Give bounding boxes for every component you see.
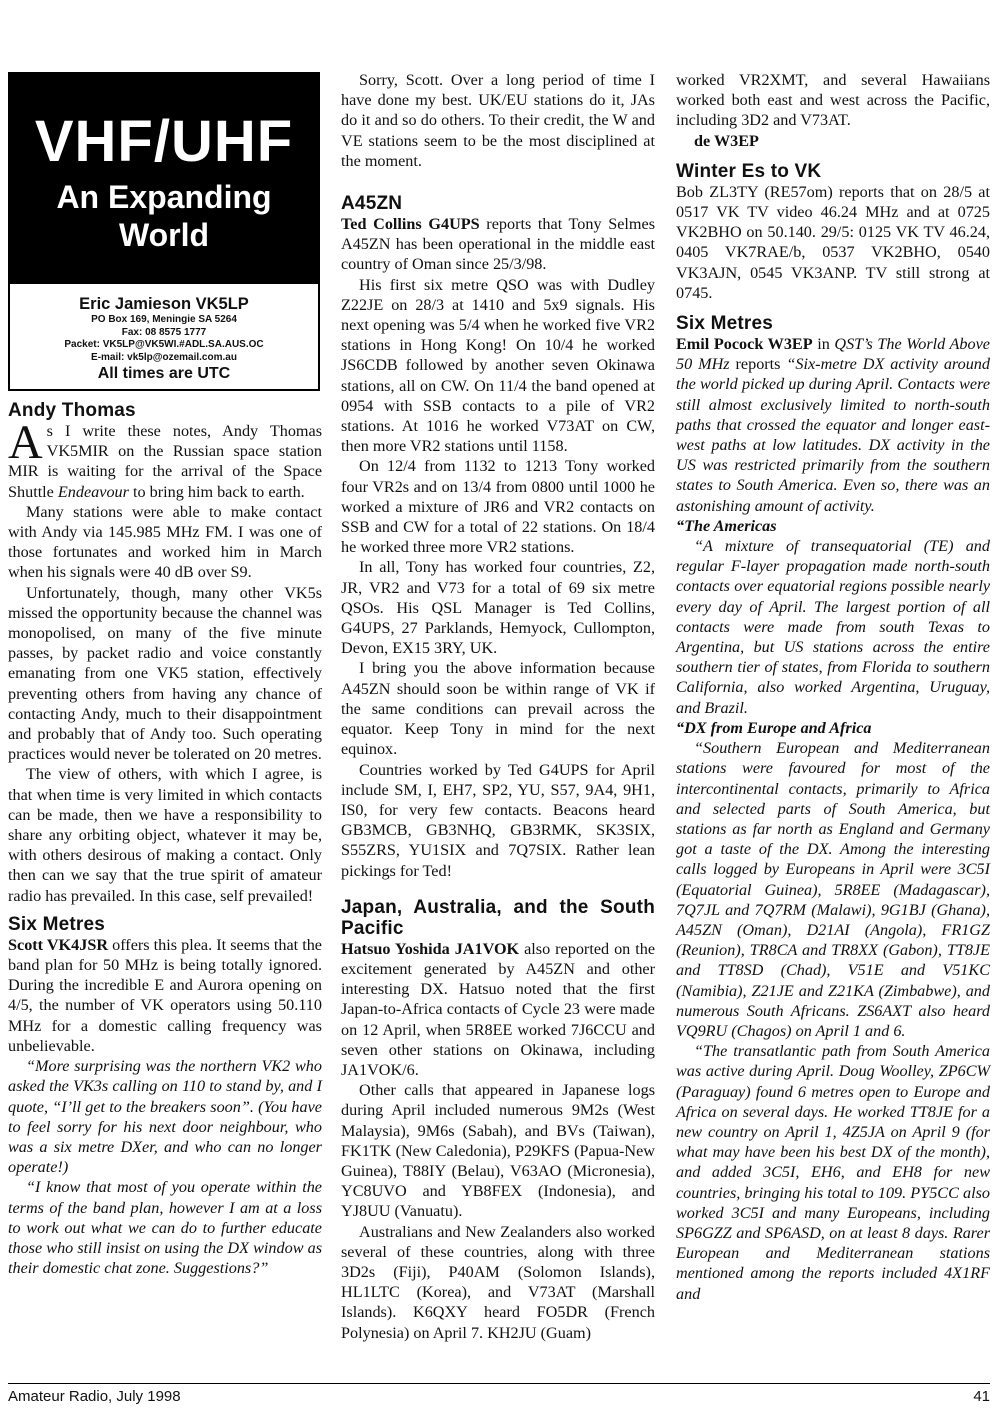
paragraph: worked VR2XMT, and several Hawaiians worked both east and west across the Pacific, including 3D2 and V73AT. — [676, 71, 990, 130]
author-name: Eric Jamieson VK5LP — [79, 295, 249, 313]
title-expanding: An Expanding — [56, 179, 272, 215]
paragraph: Many stations were able to make contact with Andy via 145.985 MHz FM. I was one of those fortunates and worked him in March when his signals were 40 dB over S9. — [8, 502, 322, 582]
heading-six-metres-2: Six Metres — [676, 313, 774, 335]
drop-cap: A — [8, 416, 43, 469]
page-footer — [8, 1383, 990, 1405]
paragraph: “More surprising was the northern VK2 who asked the VK3s calling on 110 to stand by, and I quote, “I’ll get to the breakers soon”. (You have to feel sorry for his next door neighbour, who was a six metre DXer, and who can no longer operate!) — [8, 1057, 322, 1177]
heading-six-metres: Six Metres — [8, 913, 106, 935]
paragraph: Unfortunately, though, many other VK5s missed the opportunity because the channel was monopolised, on many of the five minute passes, by packet radio and voice constantly emanating from one VK5 station, effectively preventing others from having any chance of contacting Andy, much to their disappointment and probably that of Andy too. Such operating practices would never be tolerated on 20 metres. — [8, 583, 322, 764]
paragraph: On 12/4 from 1132 to 1213 Tony worked four VR2s and on 13/4 from 0800 until 1000 he worked a mixture of JR6 and VR2 contacts on SSB and CW for a total of 22 stations. On 18/4 he worked three more VR2 stations. — [341, 457, 655, 557]
paragraph — [8, 416, 322, 502]
subheading-americas: “The Americas — [676, 516, 777, 535]
author-address: PO Box 169, Meningie SA 5264 — [91, 314, 237, 325]
subheading-europe-africa: “DX from Europe and Africa — [676, 718, 872, 737]
paragraph — [341, 939, 655, 1080]
text: also reported on the excitement generated by A45ZN and other interesting DX. Hatsuo noted that the first Japan-to-Africa contacts of Cycle 23 were made on 12 April, when 5R8EE worked 7J6CCU and seven other stations on Okinawa, including JA1VOK/6. — [341, 939, 656, 1079]
paragraph: “A mixture of transequatorial (TE) and regular F-layer propagation made north-south contacts over equatorial regions possible nearly every day of April. The largest portion of all contacts were made from south Texas to Argentina, but US stations across the entire southern tier of states, from Florida to southern California, also worked Argentina, Uruguay, and Brazil. — [676, 537, 990, 717]
title-banner — [10, 74, 318, 284]
paragraph: His first six metre QSO was with Dudley Z22JE on 28/3 at 1410 and 5x9 signals. His next opening was 5/4 when he worked five VR2 stations in Hong Kong! On 10/4 he worked JS6CDB followed by another seven Okinawa stations, all on CW. On 11/4 the band opened at 0954 with SSB contacts to a pile of VR2 stations. At 1016 he worked V73AT on CW, then more VR2 stations until 1158. — [341, 275, 655, 456]
paragraph — [676, 334, 990, 516]
column-3 — [676, 70, 990, 1304]
text-bold: Scott VK4JSR — [8, 935, 109, 954]
text-italic: QST’s The World Above 50 MHz — [676, 335, 990, 374]
page-number: 41 — [973, 1388, 990, 1405]
heading-japan-australia: Japan, Australia, and the South Pacific — [341, 896, 655, 939]
text-bold: Ted Collins G4UPS — [341, 215, 480, 234]
paragraph: Countries worked by Ted G4UPS for April include SM, I, EH7, SP2, YU, S57, 9A4, 9H1, IS0, for very few contacts. Beacons heard GB3MCB, GB3NHQ, GB3RMK, SK3SIX, S55ZRS, YU1SIX and 7Q7SIX. Rather lean pickings for Ted! — [341, 760, 655, 880]
paragraph — [341, 214, 655, 275]
paragraph: Sorry, Scott. Over a long period of time I have done my best. UK/EU stations do it, JAs do it and so do others. To their credit, the W and VE stations seem to be the most disciplined at the moment. — [341, 71, 655, 170]
title-box — [8, 72, 320, 391]
heading-winter-es: Winter Es to VK — [676, 160, 822, 182]
paragraph: Bob ZL3TY (RE57om) reports that on 28/5 at 0517 VK TV video 46.24 MHz and at 0725 VK2BHO on 50.140. 29/5: 0125 VK TV 46.24, 0405 VK7RAE/b, 0537 VK2BHO, 0540 VK3AJN, 0545 VK3ANP. TV still strong at 0745. — [676, 182, 990, 302]
text: reports — [729, 355, 787, 374]
paragraph: Australians and New Zealanders also worked several of these countries, along with three 3D2s (Fiji), P40AM (Solomon Islands), HL1LTC (Korea), and V73AT (Marshall Islands). K6QXY heard FO5DR (French Polynesia) on April 7. KH2JU (Guam) — [341, 1222, 655, 1342]
column-2 — [341, 70, 655, 1343]
paragraph: “The transatlantic path from South America was active during April. Doug Woolley, ZP6CW (Paraguay) found 6 metres open to Europe and Africa on several days. He worked TT8JE for a new country on April 1, 4Z5JA on April 9 (for what may have been his best DX of the month), and added 3C5I, EH6, and EH8 for new countries, bringing his total to 109. PY5CC also worked 3C5I and many Europeans, including SP6GZZ and SP6ASD, on at least 8 days. Rarer European and Mediterranean stations mentioned among the reports included 4X1RF and — [676, 1042, 990, 1303]
paragraph: I bring you the above information because A45ZN should soon be within range of VK if the same conditions can prevail across the equator. Keep Tony in mind for the next equinox. — [341, 659, 655, 759]
heading-a45zn: A45ZN — [341, 193, 403, 215]
paragraph — [8, 935, 322, 1056]
text-bold: Emil Pocock W3EP — [676, 335, 813, 354]
text-italic: “Six-metre DX activity around the world picked up during April. Contacts were still almost exclusively limited to north-south paths that crossed the equator and longer east-west paths at low latitudes. DX activity in the US was restricted primarily from the southern states to South America. Even so, there was an astonishing amount of activity. — [676, 355, 990, 515]
author-email: E-mail: vk5lp@ozemail.com.au — [91, 351, 237, 363]
signature: de W3EP — [694, 131, 759, 150]
text: s I write these notes, Andy Thomas VK5MIR on the Russian space station MIR is waiting for the arrival of the Space Shuttle — [8, 422, 322, 501]
heading-andy-thomas: Andy Thomas — [8, 400, 136, 421]
text: offers this plea. It seems that the band plan for 50 MHz is being totally ignored. During the incredible E and Aurora opening on 4/5, the number of VK operators using 50.110 MHz for a domestic calling frequency was unbelievable. — [8, 935, 322, 1055]
text-italic: Endeavour — [57, 482, 129, 501]
column-1 — [8, 72, 322, 1278]
author-block — [10, 284, 318, 389]
author-packet: Packet: VK5LP@VK5WI.#ADL.SA.AUS.OC — [64, 339, 264, 350]
paragraph: The view of others, with which I agree, is that when time is very limited in which contacts can be made, then we have a responsibility to share any orbiting object, whatever it may be, with others desirous of making a contact. Only then can we say that the true spirit of amateur radio has prevailed. In this case, self prevailed! — [8, 765, 322, 905]
paragraph: In all, Tony has worked four countries, Z2, JR, VR2 and V73 for a total of 69 six metre QSOs. His QSL Manager is Ted Collins, G4UPS, 27 Parklands, Hemyock, Cullompton, Devon, EX15 3RY, UK. — [341, 558, 655, 658]
footer-publication: Amateur Radio, July 1998 — [8, 1388, 181, 1405]
title-vhf-uhf: VHF/UHF — [34, 109, 294, 174]
text: reports that Tony Selmes A45ZN has been operational in the middle east country of Oman since 25/3/98. — [341, 215, 656, 274]
paragraph: “Southern European and Mediterranean stations were favoured for most of the intercontinental contacts, primarily to Africa and selected parts of South America, but stations as far north as England and Germany got a taste of the DX. Among the interesting calls logged by Europeans in April were 3C5I (Equatorial Guinea), 5R8EE (Madagascar), 7Q7JL and 7Q7RM (Malawi), 9G1BJ (Ghana), A45ZN (Oman), D21AI (Angola), FR1GZ (Reunion), TR8CA and TR8XX (Gabon), TT8JE and TT8SD (Chad), V51E and V51KC (Namibia), Z21JE and Z21KA (Zimbabwe), and numerous South Africans. ZS6AXT also heard VQ9RU (Chagos) on April 1 and 6. — [676, 739, 990, 1040]
paragraph: Other calls that appeared in Japanese logs during April included numerous 9M2s (West Malaysia), 9M6s (Sabah), and BVs (Taiwan), FK1TK (New Caledonia), P29KFS (Papua-New Guinea), T88IY (Belau), V63AO (Micronesia), YC8UVO and YB8FEX (Indonesia), and YJ8UU (Vanuatu). — [341, 1081, 655, 1221]
text: to bring him back to earth. — [128, 482, 305, 501]
paragraph: “I know that most of you operate within the terms of the band plan, however I am at a loss to work out what we can do to further educate those who still insist on using the DX window as their domestic chat zone. Suggestions?” — [8, 1178, 322, 1278]
text-bold: Hatsuo Yoshida JA1VOK — [341, 939, 520, 958]
text: in — [812, 335, 835, 354]
utc-note: All times are UTC — [97, 365, 231, 382]
author-fax: Fax: 08 8575 1777 — [121, 326, 207, 338]
title-world: World — [118, 217, 210, 253]
